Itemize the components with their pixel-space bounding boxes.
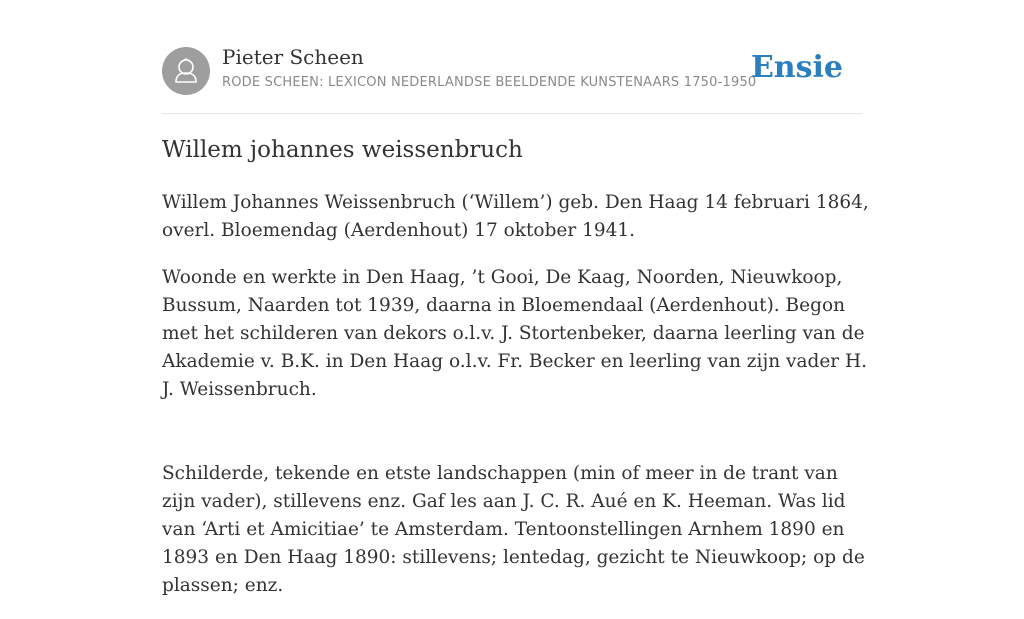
paragraph: Woonde en werkte in Den Haag, ’t Gooi, De Kaag, Noorden, Nieuwkoop, Bussum, Naarden tot 1939, daarna in Bloemendaal (Aerdenhout). Begon met het schilderen van dekors o.l.v. J. Stortenbeker, daarna leerling van de Akademie v. B.K. in Den Haag o.l.v. Fr. Becker en leerling van zijn vader H. J. Weissenbruch. <box>162 267 868 400</box>
article-page <box>162 0 869 596</box>
source-title[interactable]: RODE SCHEEN: LEXICON NEDERLANDSE BEELDENDE KUNSTENAARS 1750-1950 <box>222 75 757 90</box>
brand-logo[interactable]: Ensie <box>750 50 843 85</box>
paragraph: Willem Johannes Weissenbruch (‘Willem’) geb. Den Haag 14 februari 1864, overl. Bloemendag (Aerdenhout) 17 oktober 1941. <box>162 192 869 241</box>
article-body <box>162 189 872 619</box>
paragraph-spacer <box>162 423 872 460</box>
user-icon <box>162 47 210 95</box>
author-name[interactable]: Pieter Scheen <box>222 45 364 69</box>
paragraph: Schilderde, tekende en etste landschappen (min of meer in de trant van zijn vader), stillevens enz. Gaf les aan J. C. R. Aué en K. Heeman. Was lid van ‘Arti et Amicitiae’ te Amsterdam. Tentoonstellingen Arnhem 1890 en 1893 en Den Haag 1890: stillevens; lentedag, gezicht te Nieuwkoop; op de plassen; enz. <box>162 463 865 596</box>
article-title: Willem johannes weissenbruch <box>162 137 523 163</box>
article-header <box>162 0 862 114</box>
author-avatar[interactable] <box>162 47 210 95</box>
